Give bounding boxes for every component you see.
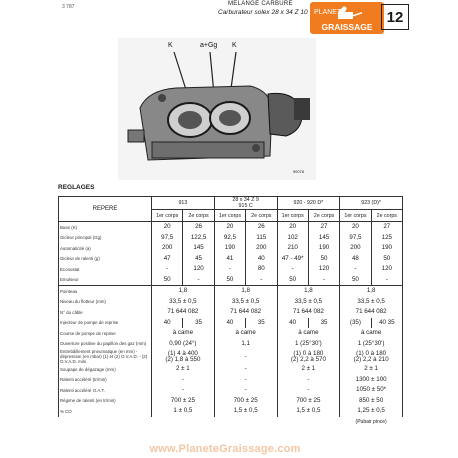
table-cell: - [277, 385, 340, 396]
table-cell: à came [340, 328, 403, 339]
table-cell: 850 ± 50 [340, 396, 403, 407]
table-cell: 190 [308, 243, 339, 254]
logo-line2: GRAISSAGE [321, 22, 373, 32]
table-cell: 40 [152, 318, 183, 329]
table-cell: - [214, 364, 277, 375]
table-cell: 71 644 082 [340, 307, 403, 318]
table-body [59, 222, 403, 428]
table-cell: 33,5 ± 0,5 [340, 297, 403, 308]
label-k-left: K [168, 42, 173, 49]
table-cell: 35 [183, 318, 214, 329]
table-cell: 97,5 [152, 233, 183, 244]
table-cell: 1 (25°30') [340, 339, 403, 350]
table-cell: 20 [214, 222, 245, 233]
table-cell: 1 (25°30') [277, 339, 340, 350]
table-cell: 0,90 (24°) [152, 339, 215, 350]
table-cell: 40 [214, 318, 245, 329]
table-row [59, 222, 403, 233]
table-cell: 41 [214, 254, 245, 265]
table-cell: 1,5 ± 0,5 [214, 406, 277, 417]
model-header: 28 x 34 Z 9 915 C [214, 197, 277, 210]
table-cell: 1,8 [340, 286, 403, 297]
table-cell: (1) 4 à 400 (2) 1,8 à 550 [152, 349, 215, 364]
table-cell: - [214, 375, 277, 386]
table-row [59, 297, 403, 308]
corps-header: 1er corps [277, 210, 308, 222]
table-cell: 26 [246, 222, 277, 233]
page-number: 12 [381, 4, 409, 30]
table-cell: 50 [277, 275, 308, 286]
table-cell: 45 [183, 254, 214, 265]
table-cell: - [371, 275, 402, 286]
header-title: MELANGE CARBURE [228, 1, 293, 7]
settings-table [58, 196, 403, 427]
corps-header: 2e corps [183, 210, 214, 222]
table-row [59, 396, 403, 407]
table-cell: 700 ± 25 [277, 396, 340, 407]
table-cell: 1,1 [214, 339, 277, 350]
table-cell: 71 644 082 [277, 307, 340, 318]
table-cell: 1,8 [277, 286, 340, 297]
table-cell: 40 [277, 318, 308, 329]
table-cell: 190 [214, 243, 245, 254]
carburetor-illustration [118, 38, 316, 180]
table-cell: - [152, 264, 183, 275]
table-footnote: (Pubair pince) [355, 418, 387, 425]
table-cell: - [214, 264, 245, 275]
table-cell: 122,5 [183, 233, 214, 244]
table-row [59, 385, 403, 396]
table-cell: 145 [183, 243, 214, 254]
table-cell: 20 [277, 222, 308, 233]
table-cell: 115 [246, 233, 277, 244]
page-id: 3 787 [62, 4, 75, 10]
table-cell: - [277, 264, 308, 275]
table-row [59, 264, 403, 275]
table-cell: 2 ± 1 [277, 364, 340, 375]
table-cell: 26 [183, 222, 214, 233]
table-row [59, 364, 403, 375]
table-cell: 50 [340, 275, 371, 286]
table-row [59, 243, 403, 254]
table-cell: 50 [214, 275, 245, 286]
corps-header: 2e corps [371, 210, 402, 222]
row-label: Gicleur de ralenti (g) [59, 254, 152, 265]
table-cell: 2 ± 1 [152, 364, 215, 375]
row-label: Ralenti accéléré (tr/min) [59, 375, 152, 386]
table-cell: 40 [246, 254, 277, 265]
table-cell: 40 35 [371, 318, 402, 329]
corps-header: 2e corps [246, 210, 277, 222]
row-label: Ouverture positive du papillon des gaz (mm) [59, 339, 152, 350]
table-cell: - [277, 375, 340, 386]
table-cell: 47 - 49* [277, 254, 308, 265]
table-cell: 97,5 [340, 233, 371, 244]
table-cell: 33,5 ± 0,5 [152, 297, 215, 308]
row-label: Buse (K) [59, 222, 152, 233]
table-cell: 27 [371, 222, 402, 233]
row-label: Soupape de dégazage (mm) [59, 364, 152, 375]
model-header: 913 [152, 197, 215, 210]
table-cell: - [340, 264, 371, 275]
table-row [59, 286, 403, 297]
table-cell: 200 [340, 243, 371, 254]
table-row [59, 275, 403, 286]
table-cell: - [152, 385, 215, 396]
row-label: Automaticité (a) [59, 243, 152, 254]
row-label: Ralenti accéléré O.A.T. [59, 385, 152, 396]
label-k-right: K [232, 42, 237, 49]
row-label: Régime de ralenti (en tr/min) [59, 396, 152, 407]
table-row [59, 349, 403, 364]
table-row [59, 375, 403, 386]
table-cell: 1 ± 0,5 [152, 406, 215, 417]
logo-line1: PLANETE [314, 9, 346, 16]
table-cell: 71 644 082 [214, 307, 277, 318]
table-cell: (1) 0 à 180 (2) 2,2 à 570 [277, 349, 340, 364]
table-cell: 1300 ± 100 [340, 375, 403, 386]
row-label: Course de pompe de reprise [59, 328, 152, 339]
footnote-spacer [59, 417, 340, 428]
table-cell: 20 [340, 222, 371, 233]
table-cell: 20 [152, 222, 183, 233]
table-cell: 700 ± 25 [214, 396, 277, 407]
model-header: 923 (D)* [340, 197, 403, 210]
table-row [59, 233, 403, 244]
row-label: Gicleur principal (Gg) [59, 233, 152, 244]
table-cell: - [152, 375, 215, 386]
row-label: % CO [59, 406, 152, 417]
row-label: Niveau du flotteur (mm) [59, 297, 152, 308]
site-logo[interactable] [310, 2, 384, 34]
table-cell: 125 [371, 233, 402, 244]
table-row [59, 254, 403, 265]
table-cell: 35 [246, 318, 277, 329]
table-cell: 35 [308, 318, 339, 329]
table-cell: 200 [152, 243, 183, 254]
table-cell: - [214, 349, 277, 364]
table-cell: 47 [152, 254, 183, 265]
table-cell: 120 [371, 264, 402, 275]
row-label: Injecteur de pompe de reprise [59, 318, 152, 329]
repere-header: REPERE [59, 197, 152, 222]
table-cell: (1) 0 à 180 (2) 2,2 à 210 [340, 349, 403, 364]
row-label: Entrebâillement pneumatique (en mm) - dépression (en mbar) (1) et (2) O.V.A.D. - (2) O.V.A.D. mini [59, 349, 152, 364]
table-row [59, 318, 403, 329]
table-cell: 200 [246, 243, 277, 254]
table-cell: - [308, 275, 339, 286]
table-cell: 1,8 [152, 286, 215, 297]
table-cell: 120 [183, 264, 214, 275]
carburetor-photo [118, 38, 316, 180]
table-cell: 1050 ± 50* [340, 385, 403, 396]
row-label: Emulseur [59, 275, 152, 286]
header-subtitle: Carburateur solex 28 x 34 Z 10 [218, 9, 308, 16]
corps-header: 1er corps [152, 210, 183, 222]
table-cell: 50 [152, 275, 183, 286]
table-cell: 80 [246, 264, 277, 275]
table-cell: 210 [277, 243, 308, 254]
table-cell: 1,25 ± 0,5 [340, 406, 403, 417]
table-row [59, 406, 403, 417]
table-cell: à came [152, 328, 215, 339]
table-cell: 33,5 ± 0,5 [277, 297, 340, 308]
table-cell: 50 [371, 254, 402, 265]
section-title: REGLAGES [58, 184, 95, 191]
table-cell: 50 [308, 254, 339, 265]
label-a-gg: a+Gg [200, 42, 218, 49]
table-cell: à came [277, 328, 340, 339]
table-cell: 145 [308, 233, 339, 244]
table-cell: 33,5 ± 0,5 [214, 297, 277, 308]
table-row [59, 339, 403, 350]
table-cell: (35) [340, 318, 371, 329]
table-cell: - [246, 275, 277, 286]
model-header: 920 - 920 D* [277, 197, 340, 210]
photo-code: 90078 [292, 169, 304, 174]
table-cell: 120 [308, 264, 339, 275]
table-cell: 2 ± 1 [340, 364, 403, 375]
oil-can-icon [310, 2, 384, 34]
table-cell: 102 [277, 233, 308, 244]
table-cell: - [183, 275, 214, 286]
table-cell: 92,5 [214, 233, 245, 244]
table-cell: 71 644 082 [152, 307, 215, 318]
table-cell: 190 [371, 243, 402, 254]
watermark: www.PlaneteGraissage.com [149, 443, 301, 455]
corps-header: 1er corps [214, 210, 245, 222]
table-cell: 1,5 ± 0,5 [277, 406, 340, 417]
table-cell: 700 ± 25 [152, 396, 215, 407]
table-cell: à came [214, 328, 277, 339]
row-label: Econostat [59, 264, 152, 275]
table-cell: 27 [308, 222, 339, 233]
table-cell: 1,8 [214, 286, 277, 297]
corps-header: 2e corps [308, 210, 339, 222]
table-cell: 48 [340, 254, 371, 265]
footnote-row [59, 417, 403, 428]
corps-header: 1er corps [340, 210, 371, 222]
table-row [59, 307, 403, 318]
table-row [59, 328, 403, 339]
row-label: N° du câble [59, 307, 152, 318]
row-label: Pointeau [59, 286, 152, 297]
table-cell: - [214, 385, 277, 396]
